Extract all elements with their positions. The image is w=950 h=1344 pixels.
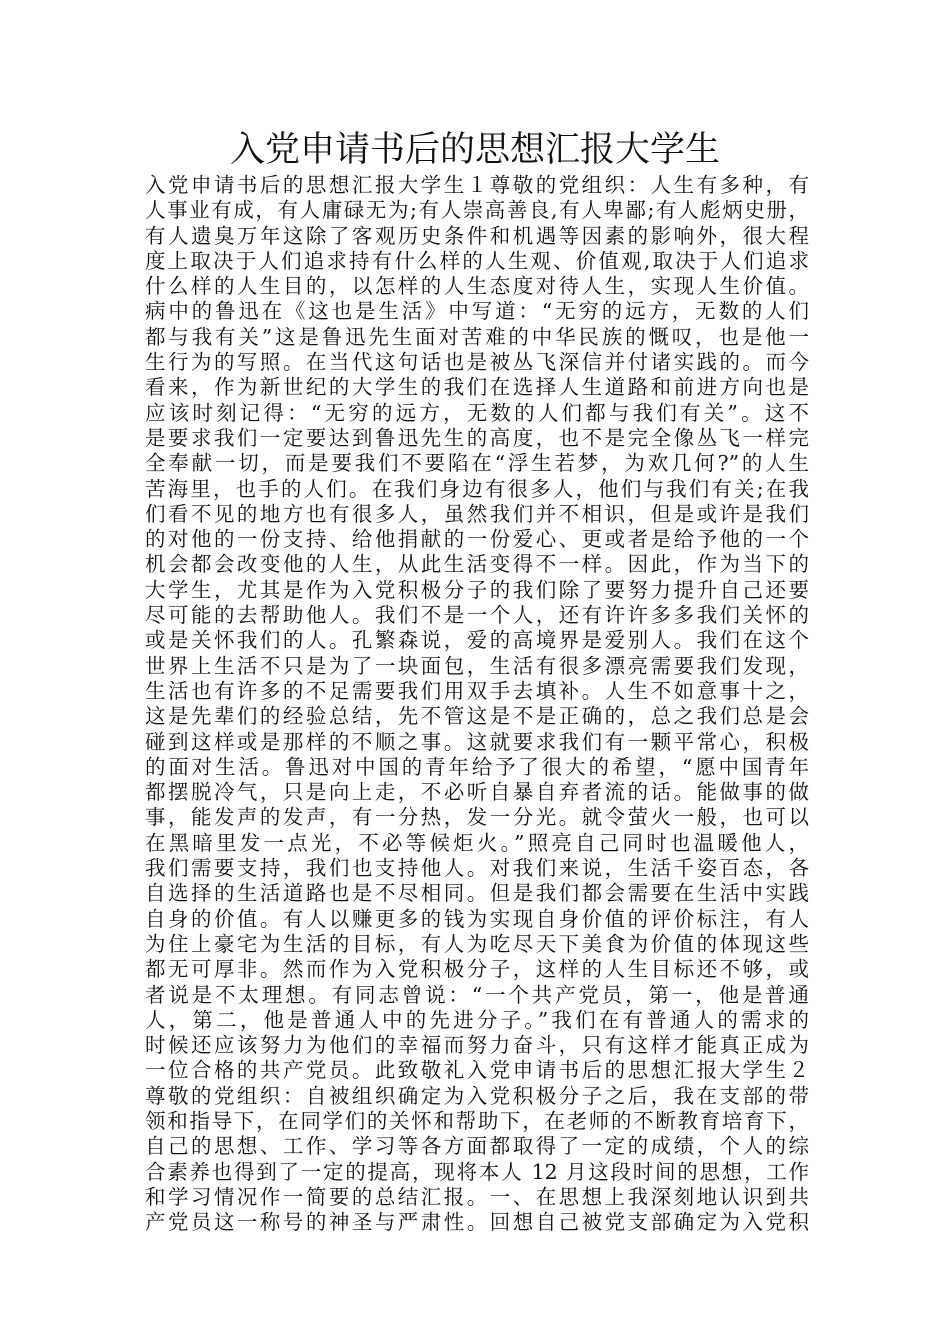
body-line: 有人遗臭万年这除了客观历史条件和机遇等因素的影响外，很大程 xyxy=(145,223,809,248)
body-line: 人事业有成，有人庸碌无为;有人崇高善良,有人卑鄙;有人彪炳史册， xyxy=(145,198,809,223)
body-line: 为住上豪宅为生活的目标，有人为吃尽天下美食为价值的体现这些 xyxy=(145,931,809,956)
body-line: 看来，作为新世纪的大学生的我们在选择人生道路和前进方向也是 xyxy=(145,375,809,400)
body-line: 苦海里，也手的人们。在我们身边有很多人，他们与我们有关;在我 xyxy=(145,476,809,501)
body-line: 全奉献一切，而是要我们不要陷在“浮生若梦，为欢几何?”的人生 xyxy=(145,451,809,476)
body-line: 生行为的写照。在当代这句话也是被丛飞深信并付诸实践的。而今 xyxy=(145,350,809,375)
body-line: 都摆脱冷气，只是向上走，不必听自暴自弃者流的话。能做事的做 xyxy=(145,780,809,805)
body-line: 领和指导下，在同学们的关怀和帮助下，在老师的不断教育培育下， xyxy=(145,1108,809,1133)
document-title: 入党申请书后的思想汇报大学生 xyxy=(229,130,720,170)
body-line: 或是关怀我们的人。孔繁森说，爱的高境界是爱别人。我们在这个 xyxy=(145,628,809,653)
body-line: 自己的思想、工作、学习等各方面都取得了一定的成绩，个人的综 xyxy=(145,1134,809,1159)
body-line: 时候还应该努力为他们的幸福而努力奋斗，只有这样才能真正成为 xyxy=(145,1033,809,1058)
body-line: 世界上生活不只是为了一块面包，生活有很多漂亮需要我们发现， xyxy=(145,653,809,678)
body-line: 一位合格的共产党员。此致敬礼入党申请书后的思想汇报大学生２ xyxy=(145,1058,809,1083)
body-line: 机会都会改变他的人生，从此生活变得不一样。因此，作为当下的 xyxy=(145,552,809,577)
body-line: 尽可能的去帮助他人。我们不是一个人，还有许许多多我们关怀的 xyxy=(145,603,809,628)
body-line: 事，能发声的发声，有一分热，发一分光。就令萤火一般，也可以 xyxy=(145,805,809,830)
body-line: 产党员这一称号的神圣与严肃性。回想自己被党支部确定为入党积 xyxy=(145,1210,809,1235)
body-line: 自选择的生活道路也是不尽相同。但是我们都会需要在生活中实践 xyxy=(145,881,809,906)
body-line: 什么样的人生目的，以怎样的人生态度对待人生，实现人生价值。 xyxy=(145,274,809,299)
body-line: 病中的鲁迅在《这也是生活》中写道：“无穷的远方，无数的人们 xyxy=(145,299,809,324)
body-line: 合素养也得到了一定的提高，现将本人 12 月这段时间的思想，工作 xyxy=(145,1159,809,1184)
body-line: 的面对生活。鲁迅对中国的青年给予了很大的希望，“愿中国青年 xyxy=(145,754,809,779)
document-body xyxy=(145,173,809,1235)
body-line: 自身的价值。有人以赚更多的钱为实现自身价值的评价标注，有人 xyxy=(145,906,809,931)
body-line: 大学生，尤其是作为入党积极分子的我们除了要努力提升自己还要 xyxy=(145,577,809,602)
body-line: 碰到这样或是那样的不顺之事。这就要求我们有一颗平常心，积极 xyxy=(145,729,809,754)
body-line: 们看不见的地方也有很多人，虽然我们并不相识，但是或许是我们 xyxy=(145,501,809,526)
body-line: 人，第二，他是普通人中的先进分子。”我们在有普通人的需求的 xyxy=(145,1007,809,1032)
body-line: 和学习情况作一简要的总结汇报。一、在思想上我深刻地认识到共 xyxy=(145,1184,809,1209)
body-line: 我们需要支持，我们也支持他人。对我们来说，生活千姿百态，各 xyxy=(145,856,809,881)
body-line: 生活也有许多的不足需要我们用双手去填补。人生不如意事十之， xyxy=(145,678,809,703)
body-line: 应该时刻记得：“无穷的远方，无数的人们都与我们有关”。这不 xyxy=(145,400,809,425)
body-line: 度上取决于人们追求持有什么样的人生观、价值观,取决于人们追求 xyxy=(145,248,809,273)
body-line: 是要求我们一定要达到鲁迅先生的高度，也不是完全像丛飞一样完 xyxy=(145,425,809,450)
body-line: 的对他的一份支持、给他捐献的一份爱心、更或者是给予他的一个 xyxy=(145,527,809,552)
body-line: 尊敬的党组织：自被组织确定为入党积极分子之后，我在支部的带 xyxy=(145,1083,809,1108)
body-line: 这是先辈们的经验总结，先不管这是不是正确的，总之我们总是会 xyxy=(145,704,809,729)
body-line: 在黑暗里发一点光，不必等候炬火。”照亮自己同时也温暖他人， xyxy=(145,830,809,855)
body-line: 入党申请书后的思想汇报大学生１尊敬的党组织：人生有多种，有 xyxy=(145,173,809,197)
body-line: 都与我有关”这是鲁迅先生面对苦难的中华民族的慨叹，也是他一 xyxy=(145,324,809,349)
body-line: 都无可厚非。然而作为入党积极分子，这样的人生目标还不够，或 xyxy=(145,957,809,982)
body-line: 者说是不太理想。有同志曾说：“一个共产党员，第一，他是普通 xyxy=(145,982,809,1007)
